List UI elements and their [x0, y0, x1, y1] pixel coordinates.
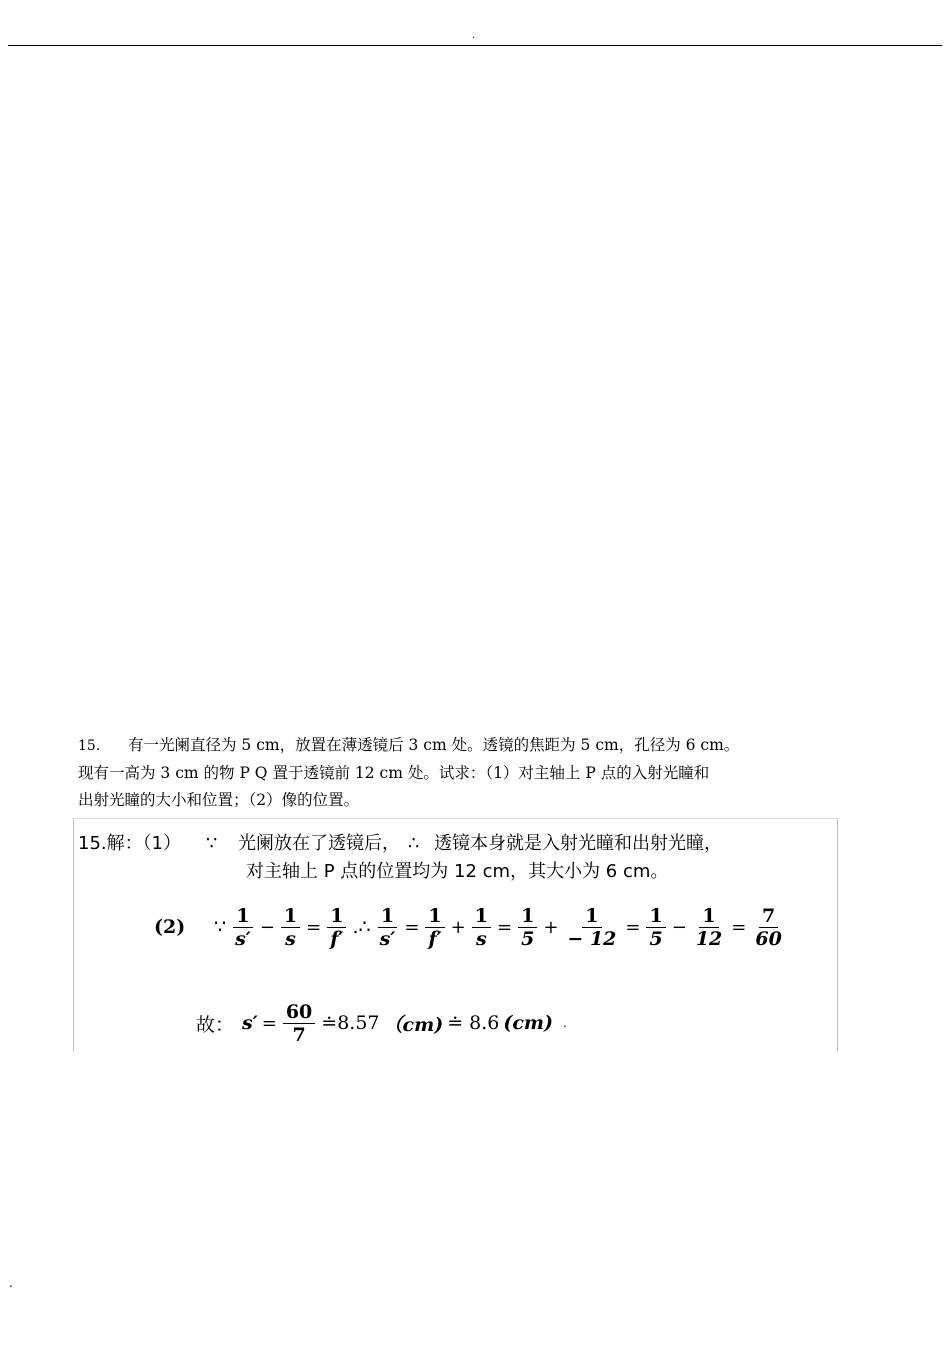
fraction: $\frac{1}{- 12}$ [567, 904, 617, 950]
problem-line-3: 出射光瞳的大小和位置；（2）像的位置。 [78, 791, 360, 809]
because-symbol: ∵ [206, 833, 218, 854]
because-symbol-2: ∵ [214, 916, 227, 938]
equals-sign: = [625, 916, 641, 938]
solution-text-a: 光阑放在了透镜后， [238, 833, 400, 854]
solution-heading: 15.解：（1） [78, 833, 182, 854]
equals-sign: = [306, 916, 322, 938]
result-row [196, 991, 567, 1055]
fraction: $\frac{1}{12}$ [695, 904, 723, 950]
problem-line-2: 现有一高为 3 cm 的物 P Q 置于透镜前 12 cm 处。试求：（1）对主轴上 P 点的入射光瞳和 [78, 764, 710, 782]
minus-sign: − [671, 916, 687, 938]
solution-line-2: 对主轴上 P 点的位置均为 12 cm，其大小为 6 cm。 [246, 861, 669, 882]
problem-line-1 [78, 732, 848, 760]
fraction: $\frac{1}{5}$ [646, 905, 665, 950]
equals-sign: = [496, 916, 513, 938]
part-2-label: (2) [154, 916, 186, 938]
fraction: $\frac{1}{5}$ [518, 905, 537, 950]
fraction: $\frac{1}{s}$ [472, 905, 491, 950]
header-dot: . [472, 30, 476, 41]
equals-sign: = [404, 916, 420, 938]
plus-sign: + [450, 916, 466, 938]
fraction: $\frac{7}{60}$ [755, 904, 782, 950]
header-rule [8, 45, 942, 46]
fraction: $\frac{1}{s'}$ [235, 904, 251, 950]
equals-sign: = [731, 916, 747, 938]
equals-sign: = [261, 1012, 277, 1034]
therefore-symbol-2: .∴ [352, 916, 371, 938]
result-label: 故： [196, 1013, 235, 1036]
result-approx-1: ≐8.57 [321, 1012, 380, 1034]
problem-number: 15. [78, 738, 101, 754]
footer-dot: . [9, 1276, 13, 1290]
result-end: . [563, 1016, 567, 1030]
minus-sign: − [259, 916, 275, 938]
therefore-symbol: ∴ [408, 833, 420, 854]
result-fraction: $\frac{60}{7}$ [283, 1001, 315, 1046]
problem-text-1: 有一光阑直径为 5 cm，放置在薄透镜后 3 cm 处。透镜的焦距为 5 cm，孔径为 6 cm。 [128, 736, 740, 754]
result-unit-2: (cm) [503, 1012, 554, 1034]
fraction: $\frac{1}{f'}$ [425, 905, 444, 950]
result-approx-2: ≐ 8.6 [447, 1012, 500, 1034]
plus-sign: + [543, 916, 559, 938]
problem-statement [78, 732, 848, 814]
solution-image [73, 818, 838, 1051]
result-unit-1: （cm) [383, 1013, 444, 1036]
fraction: $\frac{1}{s}$ [281, 905, 300, 950]
lens-equation-row [154, 895, 787, 959]
fraction: $\frac{1}{f'}$ [327, 905, 346, 950]
solution-line-1 [78, 829, 722, 855]
fraction: $\frac{1}{s'}$ [379, 904, 396, 950]
solution-text-b: 透镜本身就是入射光瞳和出射光瞳， [434, 833, 722, 854]
result-variable: s′ [242, 1012, 258, 1034]
